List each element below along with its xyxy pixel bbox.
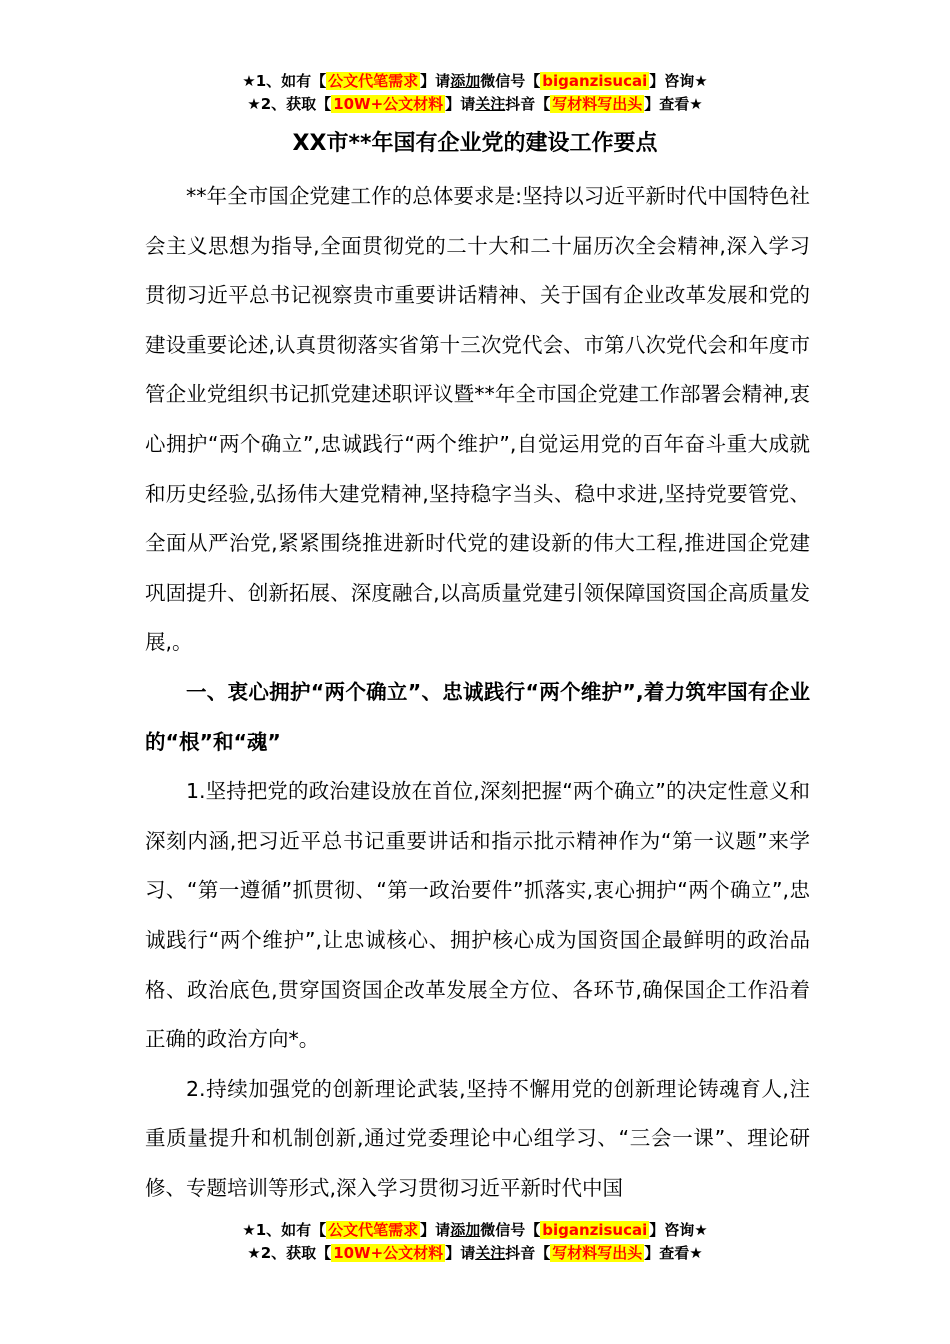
promo-line-1	[0, 1219, 950, 1242]
promo-text: 抖音【	[505, 1244, 551, 1262]
promo-text: ★2、获取【	[247, 1244, 332, 1262]
promo-underline: 添加	[450, 72, 481, 90]
promo-text: 】咨询★	[649, 1221, 708, 1239]
section-heading-1: 一、衷心拥护“两个确立”、忠诚践行“两个维护”,着力筑牢国有企业的“根”和“魂”	[145, 679, 810, 754]
promo-highlight: biganzisucai	[542, 1221, 648, 1239]
promo-text: 微信号【	[480, 72, 541, 90]
promo-highlight: 写材料写出头	[552, 1244, 643, 1262]
promo-text: 】查看★	[644, 95, 703, 113]
paragraph-item-1: 1.坚持把党的政治建设放在首位,深刻把握“两个确立”的决定性意义和深刻内涵,把习近平总书记重要讲话和指示批示精神作为“第一议题”来学习、“第一遵循”抓贯彻、“第一政治要件”抓落实,衷心拥护“两个确立”,忠诚践行“两个维护”,让忠诚核心、拥护核心成为国资国企最鲜明的政治品格、政治底色,贯穿国资国企改革发展全方位、各环节,确保国企工作沿着正确的政治方向*。	[145, 779, 810, 1052]
promo-highlight: 写材料写出头	[552, 95, 643, 113]
promo-text: 微信号【	[480, 1221, 541, 1239]
promo-highlight: biganzisucai	[542, 72, 648, 90]
promo-underline: 添加	[450, 1221, 481, 1239]
promo-text: ★1、如有【	[242, 1221, 327, 1239]
promo-highlight: 公文代笔需求	[328, 1221, 419, 1239]
promo-line-2	[0, 1242, 950, 1265]
footer-promo-banner	[0, 1219, 950, 1265]
promo-highlight: 10W+公文材料	[333, 1244, 444, 1262]
promo-text: 抖音【	[505, 95, 551, 113]
promo-highlight: 公文代笔需求	[328, 72, 419, 90]
promo-text: 】查看★	[644, 1244, 703, 1262]
promo-text: ★2、获取【	[247, 95, 332, 113]
promo-text: ★1、如有【	[242, 72, 327, 90]
document-body	[145, 172, 810, 1213]
header-promo-banner	[0, 70, 950, 116]
promo-text: 】请	[420, 72, 451, 90]
promo-text: 】请	[420, 1221, 451, 1239]
promo-line-2	[0, 93, 950, 116]
promo-text: 】请	[445, 1244, 476, 1262]
document-title: XX市**年国有企业党的建设工作要点	[292, 131, 658, 156]
promo-text: 】咨询★	[649, 72, 708, 90]
promo-text: 】请	[445, 95, 476, 113]
promo-highlight: 10W+公文材料	[333, 95, 444, 113]
promo-underline: 关注	[475, 95, 506, 113]
paragraph-item-2: 2.持续加强党的创新理论武装,坚持不懈用党的创新理论铸魂育人,注重质量提升和机制创新,通过党委理论中心组学习、“三会一课”、理论研修、专题培训等形式,深入学习贯彻习近平新时代中国	[145, 1076, 810, 1200]
intro-paragraph: **年全市国企党建工作的总体要求是:坚持以习近平新时代中国特色社会主义思想为指导,全面贯彻党的二十大和二十届历次全会精神,深入学习贯彻习近平总书记视察贵市重要讲话精神、关于国有企业改革发展和党的建设重要论述,认真贯彻落实省第十三次党代会、市第八次党代会和年度市管企业党组织书记抓党建述职评议暨**年全市国企党建工作部署会精神,衷心拥护“两个确立”,忠诚践行“两个维护”,自觉运用党的百年奋斗重大成就和历史经验,弘扬伟大建党精神,坚持稳字当头、稳中求进,坚持党要管党、全面从严治党,紧紧围绕推进新时代党的建设新的伟大工程,推进国企党建巩固提升、创新拓展、深度融合,以高质量党建引领保障国资国企高质量发展,。	[145, 184, 810, 655]
promo-underline: 关注	[475, 1244, 506, 1262]
promo-line-1	[0, 70, 950, 93]
